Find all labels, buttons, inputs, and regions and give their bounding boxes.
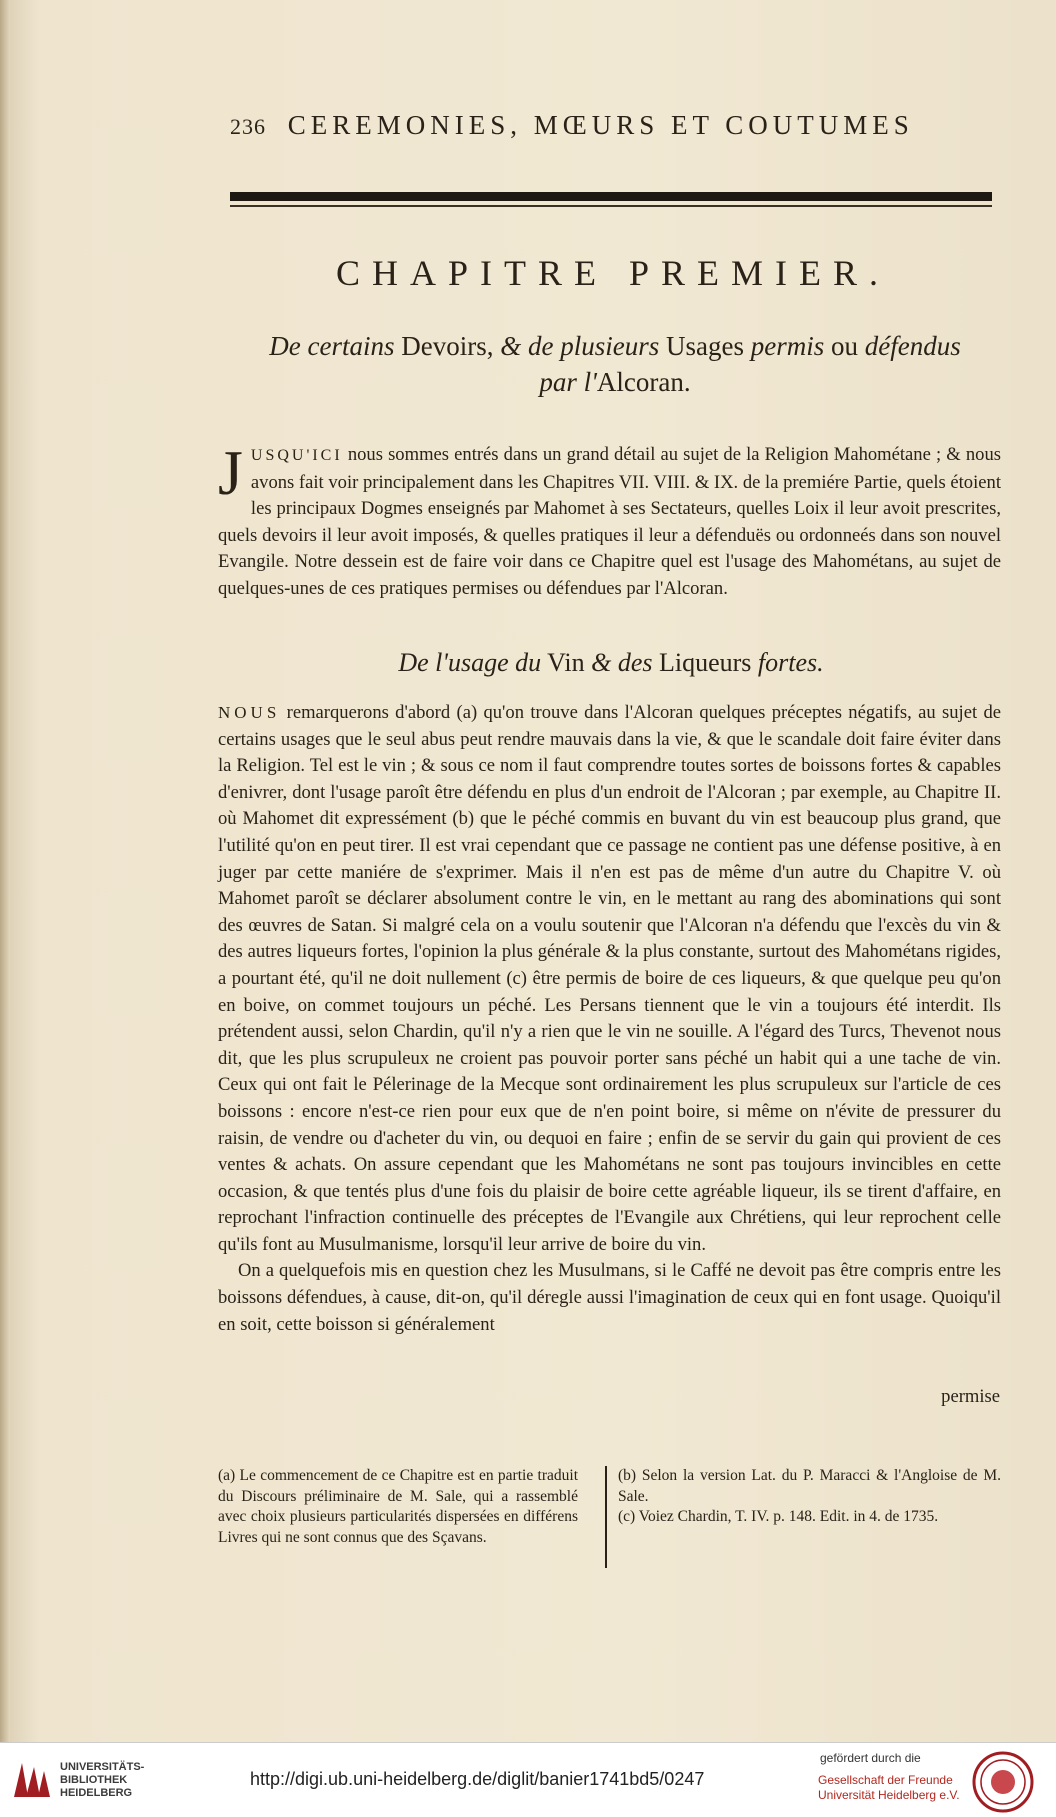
footnote-b: (b) Selon la version Lat. du P. Maracci & l'Angloise de M. Sale.	[618, 1467, 1001, 1505]
permalink-url[interactable]: http://digi.ub.uni-heidelberg.de/diglit/banier1741bd5/0247	[250, 1769, 705, 1789]
lead-smallcaps: NOUS	[218, 703, 281, 722]
running-head	[230, 110, 1010, 144]
library-name-line: BIBLIOTHEK	[60, 1774, 128, 1786]
sponsor-name[interactable]	[818, 1773, 966, 1803]
section-heading-part: & des	[591, 648, 653, 677]
footnote-c: (c) Voiez Chardin, T. IV. p. 148. Edit. in 4. de 1735.	[618, 1508, 939, 1525]
chapter-title: CHAPITRE PREMIER.	[335, 253, 891, 293]
chapter-subtitle-part: Devoirs,	[401, 331, 494, 361]
sponsor-label: gefördert durch die	[820, 1751, 921, 1765]
section-heading	[230, 648, 992, 678]
chapter-subtitle-part: Usages	[665, 331, 744, 361]
chapter-subtitle-part: Alcoran.	[596, 367, 691, 397]
running-head-title: CEREMONIES, MŒURS ET COUTUMES	[287, 110, 914, 140]
chapter-subtitle-part: & de plusieurs	[500, 331, 660, 361]
library-name	[60, 1761, 190, 1800]
chapter-subtitle-part: par l'	[539, 367, 597, 397]
footnote-a: (a) Le commencement de ce Chapitre est en partie traduit du Discours préliminaire de M. Sale, qui a rassemblé avec choix plusieurs particularités dispersées en différens Livres qui ne sont connus que des Sçavans.	[218, 1467, 578, 1546]
section-heading-part: De l'usage du	[398, 648, 542, 677]
intro-paragraph	[218, 437, 1001, 603]
library-name-line: HEIDELBERG	[60, 1787, 133, 1799]
viewer-footer	[0, 1742, 1056, 1817]
paragraph: On a quelquefois mis en question chez les Musulmans, si le Caffé ne devoit pas être compris entre les boissons défendues, à cause, dit-on, qu'il déregle aussi l'imagination de ceux qui en font usage. Quoiqu'il en soit, cette boisson si généralement	[218, 1260, 1001, 1335]
catchword: permise	[941, 1386, 1000, 1407]
footnotes	[218, 1466, 1001, 1576]
library-logo-icon[interactable]	[10, 1757, 52, 1803]
paragraph	[218, 700, 1001, 1258]
ornamental-rule	[230, 192, 992, 201]
library-name-line: UNIVERSITÄTS-	[60, 1761, 145, 1773]
page-edge	[0, 0, 10, 1742]
chapter-subtitle-part: ou	[830, 331, 858, 361]
footnote-divider	[605, 1466, 607, 1568]
section-heading-part: Liqueurs	[658, 648, 752, 677]
chapter-subtitle-part: défendus	[864, 331, 961, 361]
university-seal-icon	[972, 1751, 1034, 1813]
page-number: 236	[230, 114, 266, 139]
sponsor-name-line: Gesellschaft der Freunde	[818, 1773, 953, 1787]
section-heading-part: fortes.	[757, 648, 824, 677]
drop-cap: J	[218, 437, 243, 508]
chapter-subtitle	[225, 328, 1005, 400]
body-text	[218, 700, 1001, 1338]
chapter-subtitle-part: De certains	[269, 331, 395, 361]
intro-smallcaps: USQU'ICI	[250, 447, 343, 464]
intro-text: nous sommes entrés dans un grand détail au sujet de la Religion Mahométane ; & nous avons fait voir principalement dans les Chapitres VII. VIII. & IX. de la premiére Partie, quels étoient les principaux Dogmes enseignés par Mahomet à ses Sectateurs, quelles Loix il leur avoit prescrites, quels devoirs il leur avoit imposés, & quelles pratiques il leur a défenduës ou ordonneés dans son nouvel Evangile. Notre dessein est de faire voir dans ce Chapitre quel est l'usage des Mahométans, au sujet de quelques-unes de ces pratiques permises ou défendues par l'Alcoran.	[218, 444, 1001, 599]
paragraph-text: remarquerons d'abord (a) qu'on trouve dans l'Alcoran quelques préceptes négatifs, au sujet de certains usages que le seul abus peut rendre mauvais dans la vie, & que le scandale doit faire éviter dans la Religion. Tel est le vin ; & sous ce nom il faut comprendre toutes sortes de boissons fortes & capables d'enivrer, dont l'usage paroît être défendu en plus d'un endroit de l'Alcoran ; par exemple, au Chapitre II. où Mahomet dit expressément (b) que le péché commis en buvant du vin est beaucoup plus grand, que l'utilité qu'on en peut tirer. Il est vrai cependant que ce passage ne contient pas une défense positive, à en juger par cette maniére de s'exprimer. Mais il n'en est pas de même d'un autre du Chapitre V. où Mahomet paroît se déclarer absolument contre le vin, en le mettant au rang des abominations qui sont des œuvres de Satan. Si malgré cela on a voulu soutenir que l'Alcoran n'a défendu que l'excès du vin & des autres liqueurs fortes, l'opinion la plus générale & la plus constante, surtout des Mahométans rigides, a pourtant été, qu'il ne doit nullement (c) être permis de boire de ces liqueurs, & que quelque peu qu'on en boive, on commet toujours un péché. Les Persans tiennent que le vin a toujours été interdit. Ils prétendent aussi, selon Chardin, qu'il n'y a rien que le vin ne souille. A l'égard des Turcs, Thevenot nous dit, que les plus scrupuleux ne croient pas pouvoir porter sans péché un habit qui a une tache de vin. Ceux qui ont fait le Pélerinage de la Mecque sont ordinairement les plus scrupuleux sur l'article de ces boissons : encore n'est-ce rien pour eux que de n'en point boire, si même on n'évite de pressurer du raisin, de vendre ou d'acheter du vin, ou dequoi en faire ; enfin de se servir du gain qui provient de ces ventes & achats. On assure cependant que les Mahométans ne sont pas toujours invincibles en cette occasion, & que tentés plus d'une fois du plaisir de boire cette agréable liqueur, ils se tirent d'affaire, en reprochant l'infraction continuelle des préceptes de l'Evangile aux Chrétiens, qui leur reprochent celle qu'ils font au Musulmanisme, lorsqu'il leur arrive de boire du vin.	[218, 702, 1001, 1255]
section-heading-part: Vin	[547, 648, 585, 677]
ornamental-rule-thin	[230, 205, 992, 207]
sponsor-name-line: Universität Heidelberg e.V.	[818, 1788, 960, 1802]
chapter-subtitle-part: permis	[750, 331, 825, 361]
footnote-column-right	[618, 1466, 1001, 1528]
